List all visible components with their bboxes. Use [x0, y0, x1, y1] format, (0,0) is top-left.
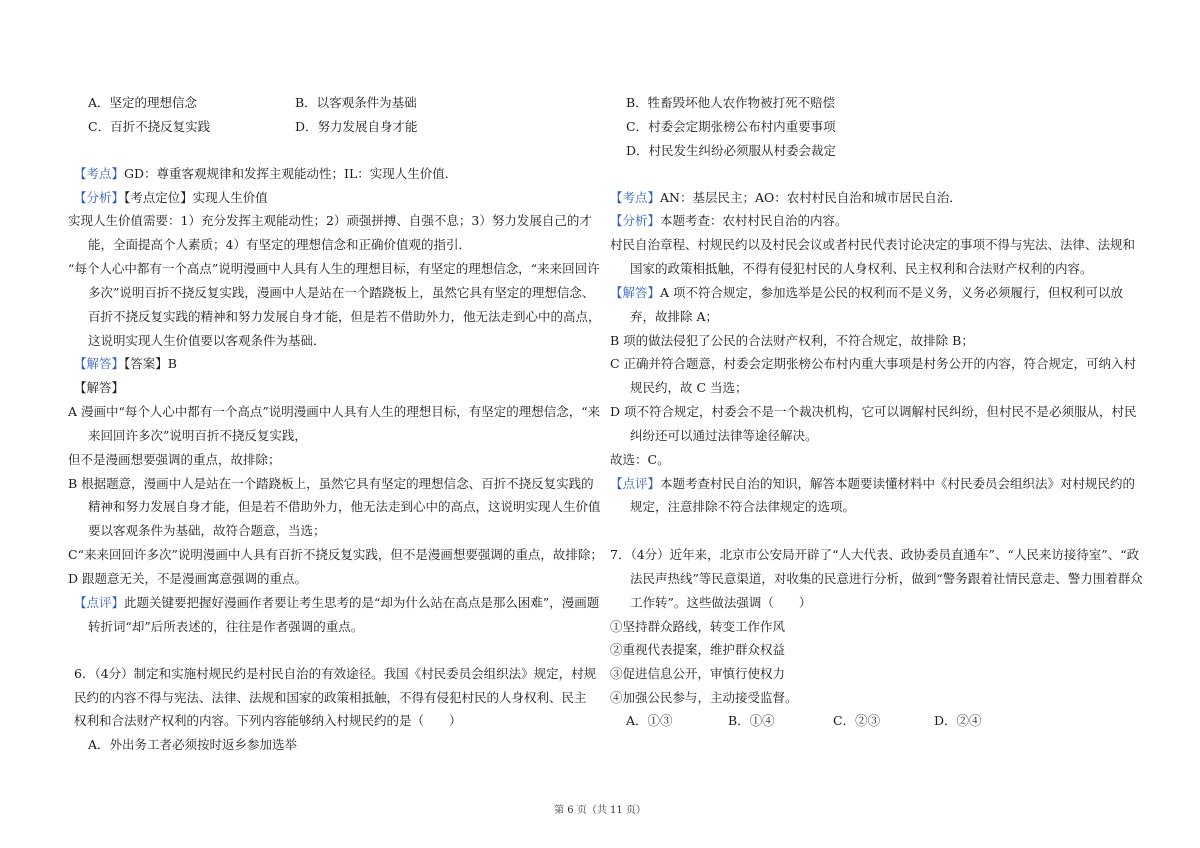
dianping-tag: 【点评】 — [74, 595, 125, 610]
jieda-text: 【答案】B — [124, 356, 177, 371]
fenxi-line — [610, 213, 848, 229]
q6-stem-line: 6．（4分）制定和实施村规民约是村民自治的有效途径。我国《村民委员会组织法》规定，村规 — [74, 666, 597, 681]
q5-option-d: D．努力发展自身才能 — [295, 119, 418, 134]
q5-option-a: A．坚定的理想信念 — [88, 95, 198, 110]
dianping-line-2: 规定，注意排除不符合法律规定的选项。 — [630, 499, 856, 514]
dianping-line — [74, 595, 599, 611]
fenxi-tag: 【分析】 — [74, 190, 125, 205]
solution-line: 规民约，故 C 当选； — [630, 380, 748, 395]
solution-line: D 跟题意无关，不是漫画寓意强调的重点。 — [68, 571, 307, 586]
kaodian-tag: 【考点】 — [74, 166, 125, 181]
kaodian-line — [74, 166, 457, 182]
q5-option-b: B．以客观条件为基础 — [295, 95, 417, 110]
q7-option-d: D．②④ — [934, 713, 982, 728]
q7-stem-line: 7．（4分）近年来，北京市公安局开辟了“人大代表、政协委员直通车”、“人民来访接待室”、“政 — [610, 547, 1140, 562]
q7-statement: ④加强公民参与，主动接受监督。 — [610, 690, 798, 705]
analysis-line: 多次”说明百折不挠反复实践，漫画中人是站在一个踏跷板上，虽然它具有坚定的理想信念、 — [88, 285, 595, 300]
q7-option-a: A．①③ — [626, 713, 673, 728]
analysis-line: 百折不挠反复实践的精神和努力发展自身才能，但是若不借助外力，他无法走到心中的高点， — [88, 309, 601, 324]
solution-line: 精神和努力发展自身才能，但是若不借助外力，他无法走到心中的高点，这说明实现人生价值 — [88, 499, 601, 514]
solution-line: D 项不符合规定，村委会不是一个裁决机构，它可以调解村民纠纷，但村民不是必须服从，村民 — [610, 404, 1137, 419]
fenxi-line — [74, 190, 268, 206]
q6-option-d: D．村民发生纠纷必须服从村委会裁定 — [626, 143, 837, 158]
answer-line: 故选：C。 — [610, 452, 670, 467]
fenxi-text: 本题考查：农村村民自治的内容。 — [660, 213, 848, 228]
kaodian-text: AN：基层民主；AO：农村村民自治和城市居民自治． — [660, 190, 962, 205]
analysis-line: 实现人生价值需要：1）充分发挥主观能动性；2）顽强拼搏、自强不息；3）努力发展自己的才 — [68, 213, 592, 228]
jieda-tag: 【解答】 — [74, 356, 125, 371]
analysis-line: 国家的政策相抵触，不得有侵犯村民的人身权利、民主权利和合法财产权利的内容。 — [630, 261, 1093, 276]
analysis-line: 能，全面提高个人素质；4）有坚定的理想信念和正确价值观的指引． — [88, 237, 471, 252]
solution-line: 但不是漫画想要强调的重点，故排除； — [68, 452, 281, 467]
kaodian-line — [610, 190, 962, 206]
solution-line: A 漫画中“每个人心中都有一个高点”说明漫画中人具有人生的理想目标，有坚定的理想信念，“来 — [68, 404, 601, 419]
q7-statement: ③促进信息公开，审慎行使权力 — [610, 666, 786, 681]
q6-option-b: B．牲畜毁坏他人农作物被打死不赔偿 — [626, 95, 836, 110]
q7-statement: ①坚持群众路线，转变工作作风 — [610, 619, 786, 634]
jieda-line — [610, 285, 1123, 301]
q7-stem-line: 法民声热线”等民意渠道，对收集的民意进行分析，做到“警务跟着社情民意走、警力围着群众 — [630, 571, 1143, 586]
q6-option-c: C．村委会定期张榜公布村内重要事项 — [626, 119, 836, 134]
jieda-text: A 项不符合规定，参加选举是公民的权利而不是义务，义务必须履行，但权利可以放 — [660, 285, 1124, 300]
jieda-heading: 【解答】 — [74, 380, 125, 395]
solution-line: C“来来回回许多次”说明漫画中人具有百折不挠反复实践，但不是漫画想要强调的重点，故排除； — [68, 547, 603, 562]
solution-line: C 正确并符合题意，村委会定期张榜公布村内重大事项是村务公开的内容，符合规定，可纳入村 — [610, 356, 1137, 371]
fenxi-text: 【考点定位】实现人生价值 — [124, 190, 268, 205]
q7-option-c: C．②③ — [833, 713, 881, 728]
q6-stem-line: 权利和合法财产权利的内容。下列内容能够纳入村规民约的是（ ） — [74, 713, 462, 728]
q6-option-a: A．外出务工者必须按时返乡参加选举 — [88, 737, 298, 752]
solution-line: 来回回许多次”说明百折不挠反复实践， — [88, 428, 307, 443]
analysis-line: 这说明实现人生价值要以客观条件为基础． — [88, 333, 326, 348]
solution-line: 纠纷还可以通过法律等途径解决。 — [630, 428, 818, 443]
dianping-line-2: 转折词“却”后所表述的，往往是作者强调的重点。 — [88, 619, 364, 634]
analysis-line: 村民自治章程、村规民约以及村民会议或者村民代表讨论决定的事项不得与宪法、法律、法规和 — [610, 237, 1136, 252]
solution-line: B 根据题意，漫画中人是站在一个踏跷板上，虽然它具有坚定的理想信念、百折不挠反复实践的 — [68, 476, 594, 491]
dianping-text: 本题考查村民自治的知识，解答本题要读懂材料中《村民委员会组织法》对村规民约的 — [660, 476, 1136, 491]
solution-line: B 项的做法侵犯了公民的合法财产权利，不符合规定，故排除 B； — [610, 333, 974, 348]
solution-line: 要以客观条件为基础，故符合题意，当选； — [88, 523, 326, 538]
analysis-line: “每个人心中都有一个高点”说明漫画中人具有人生的理想目标，有坚定的理想信念，“来来回回许 — [68, 261, 600, 276]
dianping-tag: 【点评】 — [610, 476, 661, 491]
kaodian-text: GD：尊重客观规律和发挥主观能动性；IL：实现人生价值． — [124, 166, 458, 181]
page-footer: 第 6 页（共 11 页） — [554, 805, 646, 816]
q5-option-c: C．百折不挠反复实践 — [88, 119, 211, 134]
solution-line: 弃，故排除 A； — [630, 309, 719, 324]
jieda-line — [74, 356, 177, 372]
jieda-tag: 【解答】 — [610, 285, 661, 300]
kaodian-tag: 【考点】 — [610, 190, 661, 205]
dianping-text: 此题关键要把握好漫画作者要让考生思考的是“却为什么站在高点是那么困难”，漫画题 — [124, 595, 600, 610]
q7-stem-line: 工作转”。这些做法强调（ ） — [630, 595, 812, 610]
q6-stem-line: 民约的内容不得与宪法、法律、法规和国家的政策相抵触，不得有侵犯村民的人身权利、民主 — [74, 690, 587, 705]
q7-option-b: B．①④ — [728, 713, 775, 728]
q7-statement: ②重视代表提案，维护群众权益 — [610, 642, 786, 657]
dianping-line — [610, 476, 1135, 492]
fenxi-tag: 【分析】 — [610, 213, 661, 228]
